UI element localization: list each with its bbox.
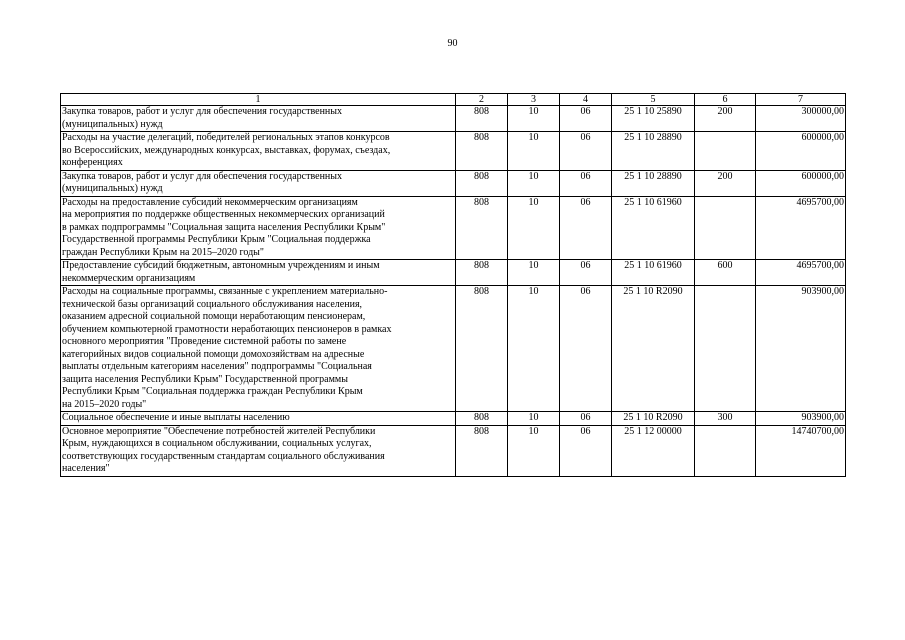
admin-code-cell: 808 [456,286,508,412]
row-description: Расходы на социальные программы, связанные с укреплением материально- технической базы организаций социального обслуживания населения, оказанием адресной социальной помощи неработающим пенсионерам, обучением компьютерной грамотности неработающих пенсионеров в рамках основного мероприятия "Проведение системной работы по замене категорийных видов социальной помощи домохозяйствам на адресные выплаты отдельным категориям населения" подпрограммы "Социальная защита населения Республики Крым" Государственной программы Республики Крым "Социальная поддержка граждан Республики Крым на 2015–2020 годы" [61,286,456,412]
header-cell: 4 [560,94,612,106]
table-row [61,170,846,196]
section-cell: 10 [508,412,560,426]
section-cell: 10 [508,106,560,132]
subsection-cell: 06 [560,286,612,412]
amount-cell: 600000,00 [756,170,846,196]
section-cell: 10 [508,132,560,171]
expense-type-cell [695,425,756,476]
budget-table [60,93,846,477]
row-description: Расходы на предоставление субсидий некоммерческим организациям на мероприятия по поддержке общественных некоммерческих организаций в рамках подпрограммы "Социальная защита населения Республики Крым" Государственной программы Республики Крым "Социальная поддержка граждан Республики Крым на 2015–2020 годы" [61,196,456,260]
subsection-cell: 06 [560,170,612,196]
target-article-cell: 25 1 10 28890 [612,170,695,196]
section-cell: 10 [508,260,560,286]
admin-code-cell: 808 [456,412,508,426]
expense-type-cell: 200 [695,106,756,132]
subsection-cell: 06 [560,106,612,132]
table-row [61,260,846,286]
admin-code-cell: 808 [456,260,508,286]
admin-code-cell: 808 [456,425,508,476]
section-cell: 10 [508,170,560,196]
subsection-cell: 06 [560,412,612,426]
expense-type-cell: 200 [695,170,756,196]
header-cell: 3 [508,94,560,106]
amount-cell: 4695700,00 [756,196,846,260]
header-cell: 5 [612,94,695,106]
target-article-cell: 25 1 10 61960 [612,196,695,260]
target-article-cell: 25 1 10 61960 [612,260,695,286]
admin-code-cell: 808 [456,132,508,171]
admin-code-cell: 808 [456,170,508,196]
subsection-cell: 06 [560,425,612,476]
amount-cell: 300000,00 [756,106,846,132]
expense-type-cell [695,196,756,260]
admin-code-cell: 808 [456,106,508,132]
target-article-cell: 25 1 10 R2090 [612,412,695,426]
table-row [61,286,846,412]
header-cell: 6 [695,94,756,106]
admin-code-cell: 808 [456,196,508,260]
table-row [61,412,846,426]
row-description: Социальное обеспечение и иные выплаты населению [61,412,456,426]
expense-type-cell: 600 [695,260,756,286]
section-cell: 10 [508,196,560,260]
target-article-cell: 25 1 12 00000 [612,425,695,476]
header-row [61,94,846,106]
target-article-cell: 25 1 10 R2090 [612,286,695,412]
section-cell: 10 [508,425,560,476]
amount-cell: 4695700,00 [756,260,846,286]
amount-cell: 903900,00 [756,286,846,412]
amount-cell: 903900,00 [756,412,846,426]
target-article-cell: 25 1 10 25890 [612,106,695,132]
header-cell: 7 [756,94,846,106]
expense-type-cell: 300 [695,412,756,426]
table-row [61,132,846,171]
table-body [61,106,846,477]
row-description: Закупка товаров, работ и услуг для обеспечения государственных (муниципальных) нужд [61,106,456,132]
table-row [61,196,846,260]
expense-type-cell [695,132,756,171]
amount-cell: 14740700,00 [756,425,846,476]
table-row [61,425,846,476]
table-row [61,106,846,132]
subsection-cell: 06 [560,196,612,260]
row-description: Расходы на участие делегаций, победителей региональных этапов конкурсов во Всероссийских, международных конкурсах, выставках, форумах, съездах, конференциях [61,132,456,171]
target-article-cell: 25 1 10 28890 [612,132,695,171]
section-cell: 10 [508,286,560,412]
row-description: Основное мероприятие "Обеспечение потребностей жителей Республики Крым, нуждающихся в социальном обслуживании, социальных услугах, соответствующих государственным стандартам социального обслуживания населения" [61,425,456,476]
expense-type-cell [695,286,756,412]
page-number: 90 [447,38,458,49]
row-description: Закупка товаров, работ и услуг для обеспечения государственных (муниципальных) нужд [61,170,456,196]
subsection-cell: 06 [560,260,612,286]
row-description: Предоставление субсидий бюджетным, автономным учреждениям и иным некоммерческим организациям [61,260,456,286]
header-cell: 2 [456,94,508,106]
amount-cell: 600000,00 [756,132,846,171]
subsection-cell: 06 [560,132,612,171]
header-cell: 1 [61,94,456,106]
